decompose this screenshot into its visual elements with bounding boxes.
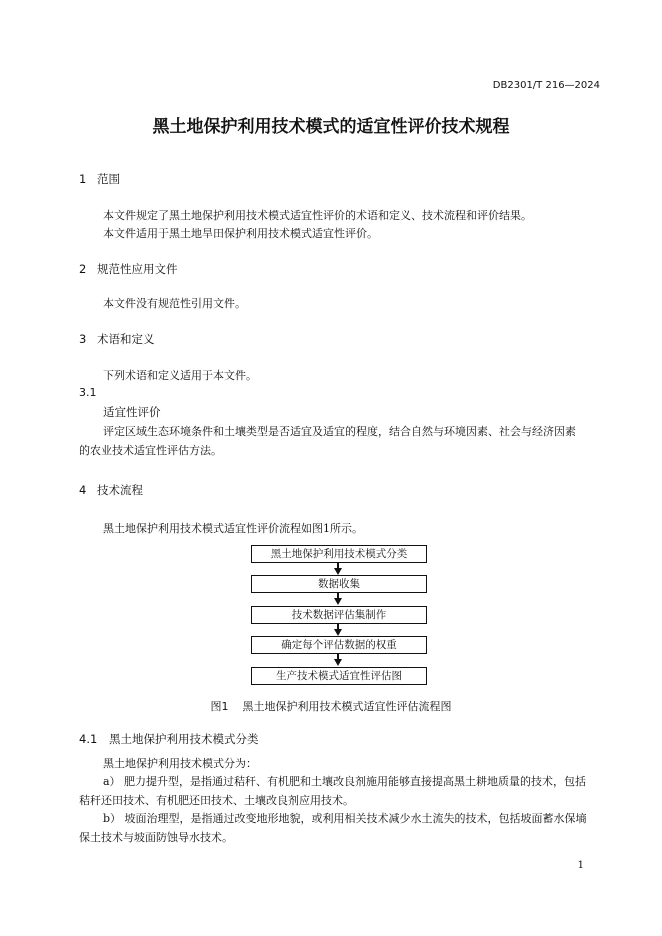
terms-paragraph: 下列术语和定义适用于本文件。 — [103, 369, 257, 382]
arrow-head-icon — [334, 659, 342, 666]
document-id: DB2301/T 216—2024 — [492, 80, 600, 91]
section-2-heading — [79, 261, 178, 277]
scope-paragraph-2: 本文件适用于黑土地旱田保护利用技术模式适宜性评价。 — [103, 227, 378, 240]
term-definition-line-2: 的农业技术适宜性评估方法。 — [79, 444, 222, 457]
section-1-heading — [79, 171, 120, 187]
section-title: 技术流程 — [97, 483, 143, 497]
item-b-line-1: b） 坡面治理型，是指通过改变地形地貌，或利用相关技术减少水土流失的技术，包括坡面蓄水保墒 — [103, 812, 587, 825]
scope-paragraph-1: 本文件规定了黑土地保护利用技术模式适宜性评价的术语和定义、技术流程和评价结果。 — [103, 209, 532, 222]
flow-step-dataset: 技术数据评估集制作 — [251, 606, 427, 624]
section-number: 3 — [79, 332, 87, 346]
section-number: 4 — [79, 483, 87, 497]
item-a-line-1: a） 肥力提升型，是指通过秸秆、有机肥和土壤改良剂施用能够直接提高黑土耕地质量的技术，包括 — [103, 775, 587, 788]
section-4-heading — [79, 482, 143, 498]
section-number: 1 — [79, 172, 87, 186]
page-title: 黑土地保护利用技术模式的适宜性评价技术规程 — [152, 117, 510, 137]
page-number: 1 — [577, 860, 584, 871]
classification-intro: 黑土地保护利用技术模式分为： — [103, 757, 257, 770]
section-title: 范围 — [97, 172, 120, 186]
section-3-heading — [79, 331, 155, 347]
term-definition-line-1: 评定区域生态环境条件和土壤类型是否适宜及适宜的程度，结合自然与环境因素、社会与经济因素 — [103, 425, 576, 438]
flow-step-map: 生产技术模式适宜性评估图 — [251, 667, 427, 685]
flow-step-data-collection: 数据收集 — [251, 575, 427, 593]
figure-title: 黑土地保护利用技术模式适宜性评估流程图 — [242, 700, 452, 713]
figure-caption — [0, 698, 662, 714]
section-title: 黑土地保护利用技术模式分类 — [109, 732, 259, 746]
section-number: 2 — [79, 262, 87, 276]
section-number: 4.1 — [79, 732, 98, 746]
item-a-line-2: 秸秆还田技术、有机肥还田技术、土壤改良剂应用技术。 — [79, 794, 354, 807]
arrow-head-icon — [334, 568, 342, 575]
subsection-number: 3.1 — [79, 386, 97, 399]
section-title: 规范性应用文件 — [97, 262, 178, 276]
figure-label: 图1 — [210, 700, 229, 713]
flow-step-classification: 黑土地保护利用技术模式分类 — [251, 545, 427, 563]
flow-intro-paragraph: 黑土地保护利用技术模式适宜性评价流程如图1所示。 — [103, 522, 363, 535]
section-4-1-heading — [79, 731, 259, 747]
arrow-head-icon — [334, 598, 342, 605]
item-b-line-2: 保土技术与坡面防蚀导水技术。 — [79, 831, 233, 844]
arrow-head-icon — [334, 629, 342, 636]
flow-step-weights: 确定每个评估数据的权重 — [251, 636, 427, 654]
section-title: 术语和定义 — [97, 332, 155, 346]
normative-paragraph: 本文件没有规范性引用文件。 — [103, 297, 246, 310]
term-name: 适宜性评价 — [103, 405, 161, 419]
